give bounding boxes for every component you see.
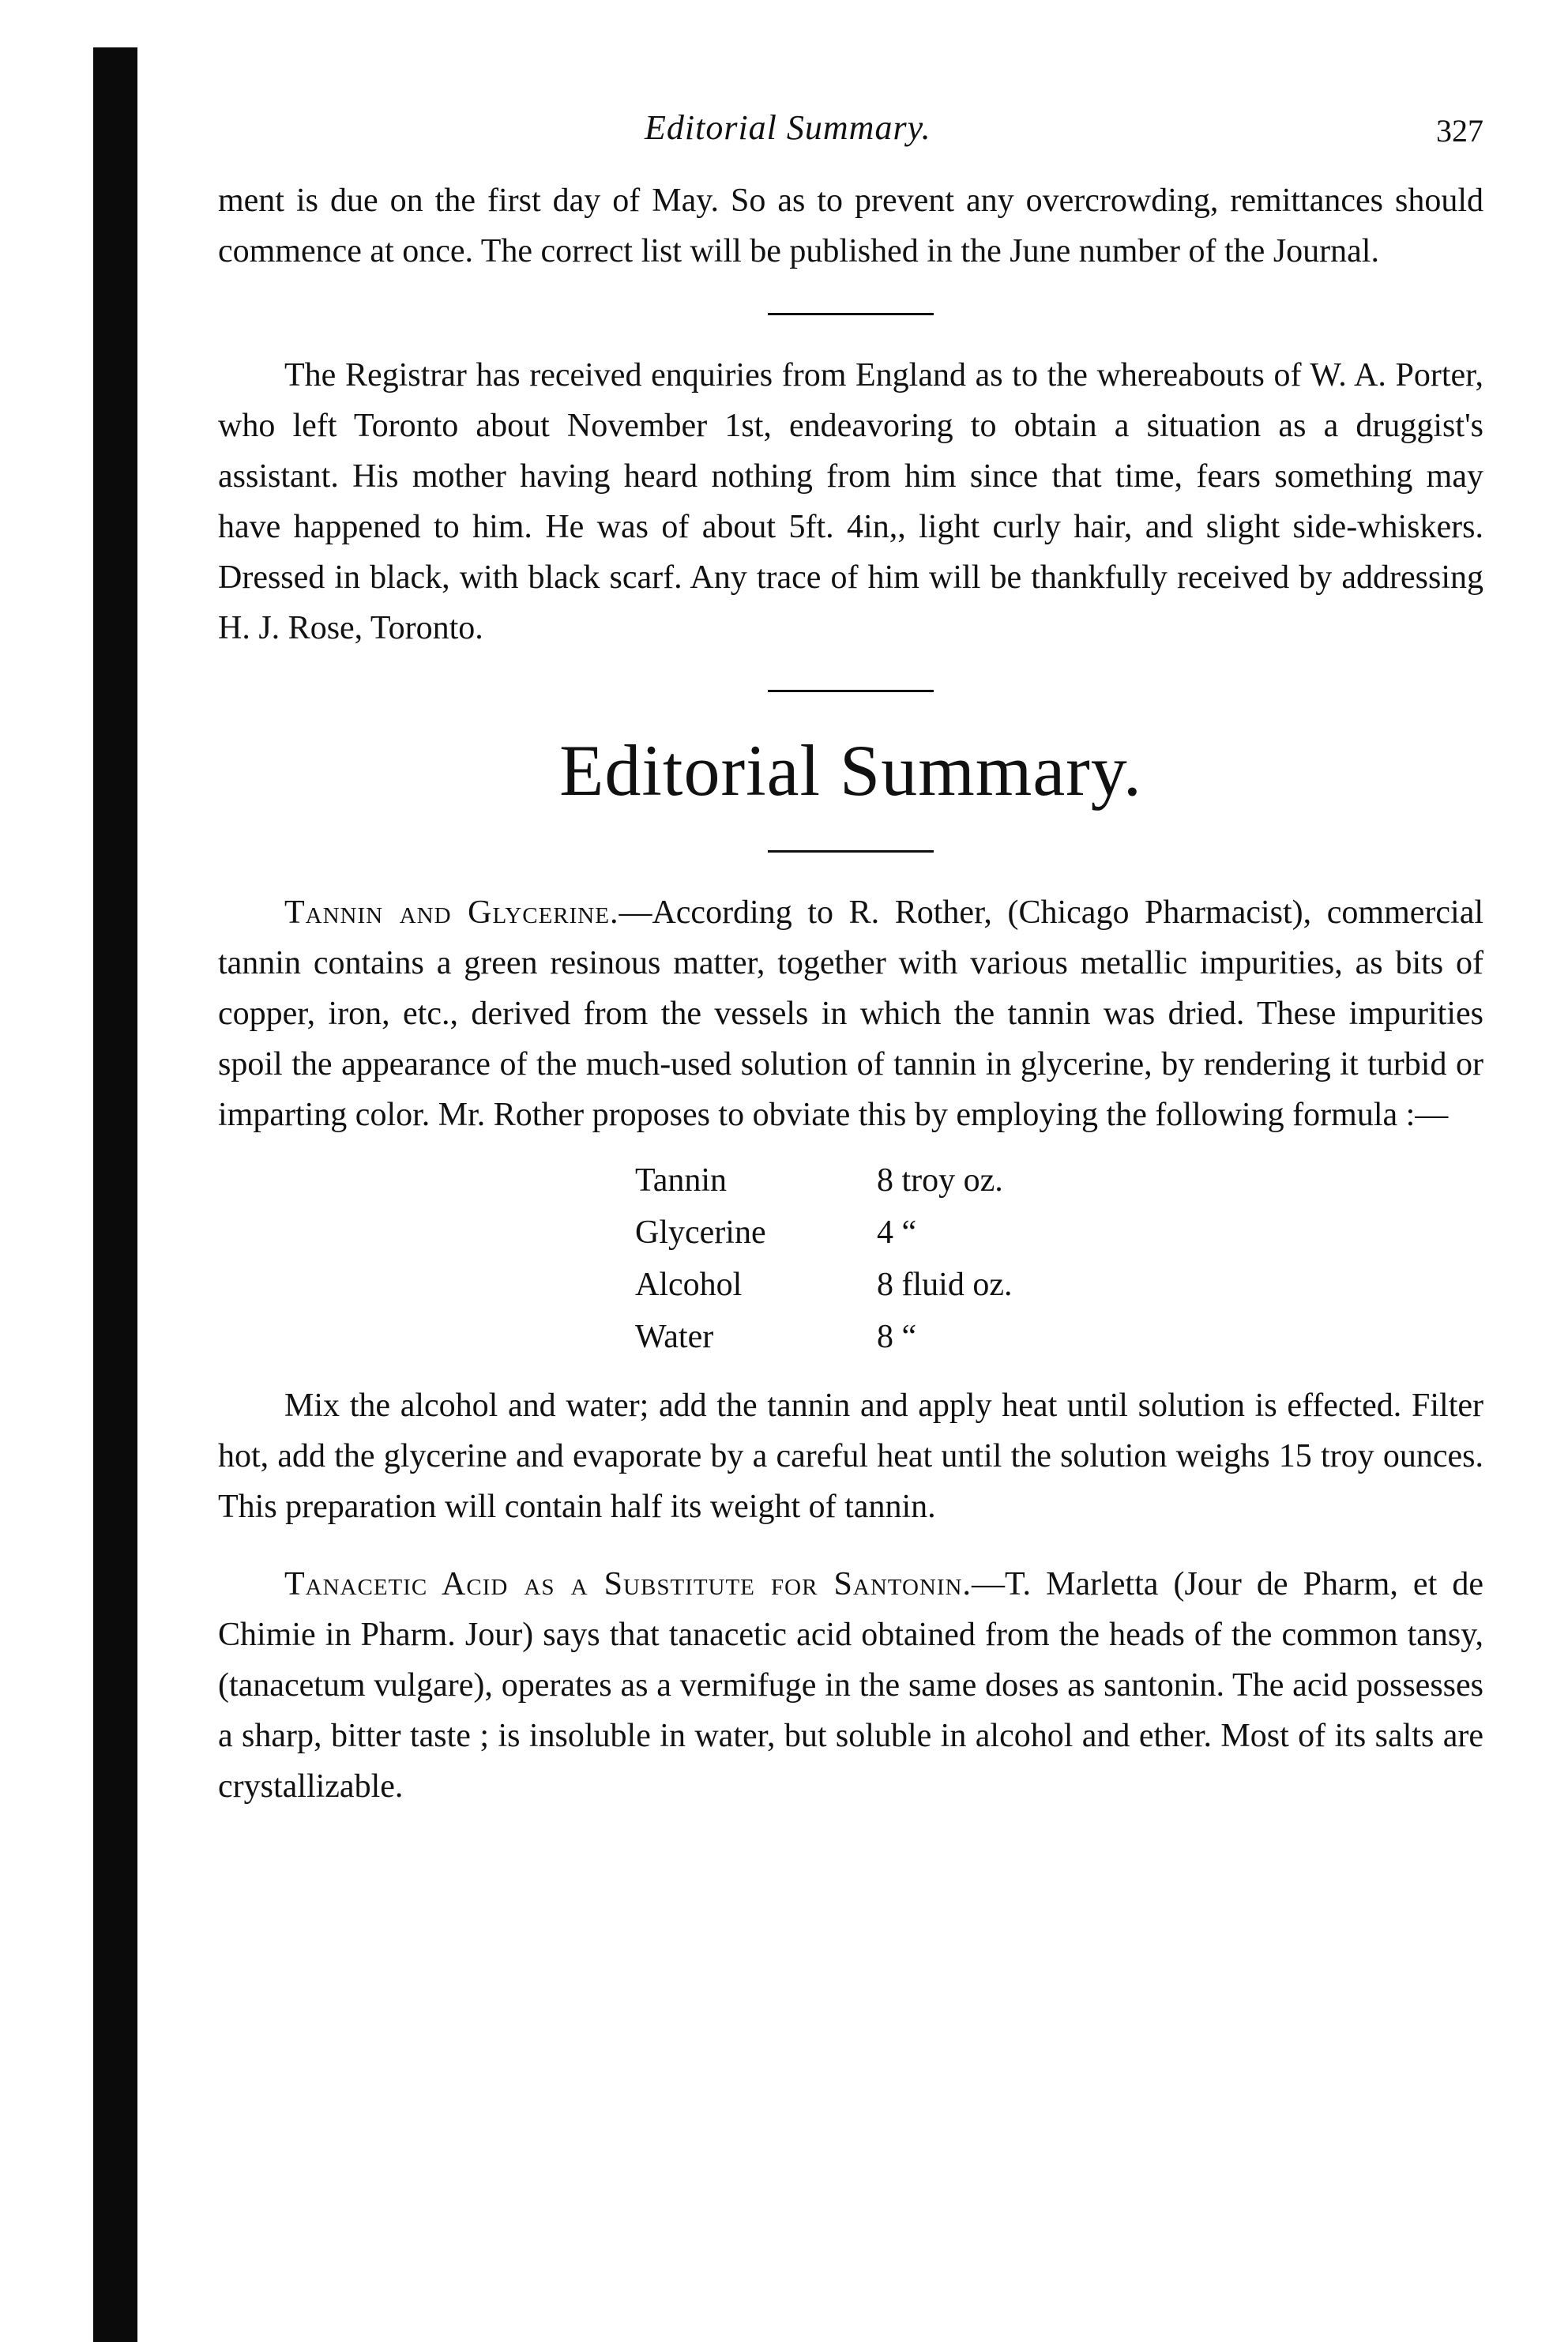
section-title: Editorial Summary. (559, 730, 1142, 811)
page (218, 103, 1483, 1812)
formula-row (635, 1207, 1483, 1259)
formula-ingredient: Alcohol (635, 1267, 743, 1303)
article-tannin-directions: Mix the alcohol and water; add the tannin and apply heat until solution is effected. Filter hot, add the glycerine and evaporate by a careful heat until the solution weighs 15 troy ounces. This preparation will contain half its weight of tannin. (218, 1388, 1483, 1525)
article-heading: Tanacetic Acid as a Substitute for Santonin. (284, 1566, 972, 1602)
formula-row (635, 1311, 1483, 1363)
divider-rule (768, 850, 934, 853)
formula-quantity: 4 “ (877, 1214, 917, 1251)
page-number: 327 (1436, 113, 1483, 149)
article-body: —According to R. Rother, (Chicago Pharmacist), commercial tannin contains a green resinous matter, together with various metallic impurities, as bits of copper, iron, etc., derived from the vessels in which the tannin was dried. These impurities spoil the appearance of the much-used solution of tannin in glycerine, by rendering it turbid or imparting color. Mr. Rother proposes to obviate this by employing the following formula :— (218, 894, 1484, 1133)
formula-row (635, 1259, 1483, 1311)
article-body: —T. Marletta (Jour de Pharm, et de Chimie in Pharm. Jour) says that tanacetic acid obtained from the heads of the common tansy, (tanacetum vulgare), operates as a vermifuge in the same doses as santonin. The acid possesses a sharp, bitter taste ; is insoluble in water, but soluble in alcohol and ether. Most of its salts are crystallizable. (218, 1566, 1483, 1805)
divider-rule (768, 690, 934, 692)
article-tannin (218, 887, 1483, 1140)
formula-quantity: 8 fluid oz. (877, 1267, 1013, 1303)
formula-ingredient: Glycerine (635, 1214, 766, 1251)
article-heading: Tannin and Glycerine. (284, 894, 619, 931)
formula-row (635, 1154, 1483, 1207)
paragraph-continuation: ment is due on the first day of May. So as to prevent any overcrowding, remittances should commence at once. The correct list will be published in the June number of the Journal. (218, 183, 1483, 269)
formula-ingredient: Tannin (635, 1162, 728, 1199)
scan-edge-bar (93, 47, 137, 2342)
running-title: Editorial Summary. (645, 108, 931, 147)
formula-ingredient: Water (635, 1319, 714, 1355)
formula-table (635, 1154, 1483, 1363)
paragraph-registrar-notice: The Registrar has received enquiries from England as to the whereabouts of W. A. Porter, who left Toronto about November 1st, endeavoring to obtain a situation as a druggist's assistant. His mother having heard nothing from him since that time, fears something may have happened to him. He was of about 5ft. 4in,, light curly hair, and slight side-whiskers. Dressed in black, with black scarf. Any trace of him will be thankfully received by addressing H. J. Rose, Toronto. (218, 357, 1483, 646)
running-header (218, 103, 1483, 175)
formula-quantity: 8 troy oz. (877, 1162, 1003, 1199)
formula-quantity: 8 “ (877, 1319, 917, 1355)
divider-rule (768, 313, 934, 315)
article-tanacetic (218, 1559, 1483, 1812)
